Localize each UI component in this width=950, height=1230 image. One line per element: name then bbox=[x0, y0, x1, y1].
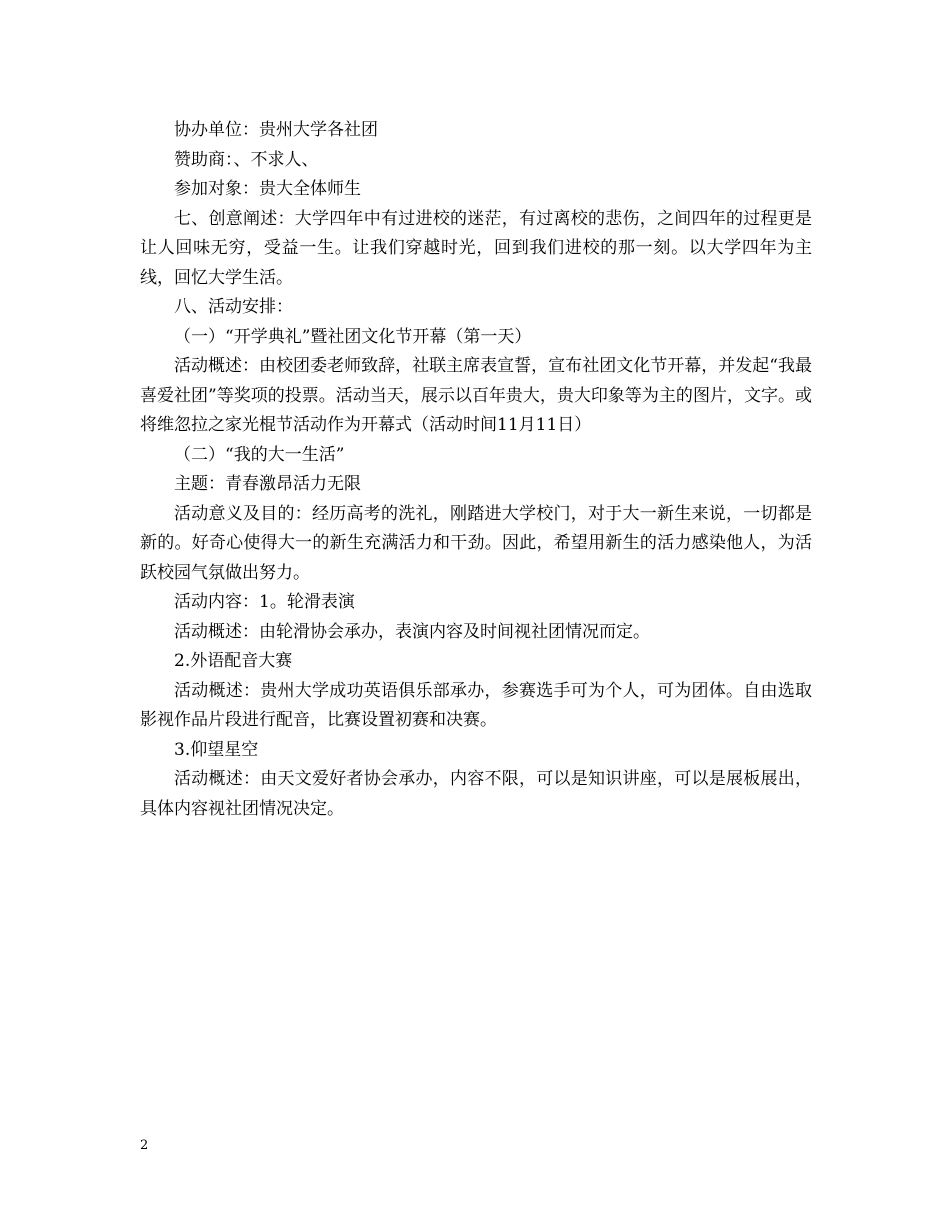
page-number: 2 bbox=[140, 1138, 149, 1153]
paragraph-theme: 主题：青春激昂活力无限 bbox=[174, 474, 361, 494]
paragraph-creative-statement: 七、创意阐述：大学四年中有过进校的迷茫，有过离校的悲伤，之间四年的过程更是让人回味无穷，受益一生。让我们穿越时光，回到我们进校的那一刻。以大学四年为主线，回忆大学生活。 bbox=[140, 208, 812, 288]
paragraph-sponsor: 赞助商：、不求人、 bbox=[174, 149, 319, 170]
paragraph-section-one-title: （一）“开学典礼”暨社团文化节开幕（第一天） bbox=[174, 326, 532, 347]
paragraph-participants: 参加对象：贵大全体师生 bbox=[174, 179, 361, 199]
paragraph-item-3-overview: 活动概述：由天文爱好者协会承办，内容不限，可以是知识讲座，可以是展板展出，具体内容视社团情况决定。 bbox=[140, 769, 812, 819]
paragraph-content-item-2: 2.外语配音大赛 bbox=[174, 651, 293, 671]
paragraph-activity-arrangement: 八、活动安排： bbox=[174, 297, 293, 317]
paragraph-co-organizer: 协办单位：贵州大学各社团 bbox=[174, 120, 378, 140]
paragraph-section-one-overview: 活动概述：由校团委老师致辞，社联主席表宣誓，宣布社团文化节开幕，并发起“我最喜爱社团”等奖项的投票。活动当天，展示以百年贵大，贵大印象等为主的图片，文字。或将维忽拉之家光棍节活动作为开幕式（活动时间11月11日） bbox=[140, 356, 812, 435]
paragraph-significance: 活动意义及目的：经历高考的洗礼，刚踏进大学校门，对于大一新生来说，一切都是新的。好奇心使得大一的新生充满活力和干劲。因此，希望用新生的活力感染他人，为活跃校园气氛做出努力。 bbox=[140, 503, 812, 583]
paragraph-item-2-overview: 活动概述：贵州大学成功英语俱乐部承办，参赛选手可为个人，可为团体。自由选取影视作品片段进行配音，比赛设置初赛和决赛。 bbox=[140, 680, 812, 730]
paragraph-section-two-title: （二）“我的大一生活” bbox=[174, 444, 345, 465]
paragraph-content-item-1: 活动内容：1。轮滑表演 bbox=[174, 592, 355, 612]
paragraph-item-1-overview: 活动概述：由轮滑协会承办，表演内容及时间视社团情况而定。 bbox=[174, 621, 650, 642]
paragraph-content-item-3: 3.仰望星空 bbox=[174, 739, 259, 760]
document-body bbox=[140, 116, 812, 824]
